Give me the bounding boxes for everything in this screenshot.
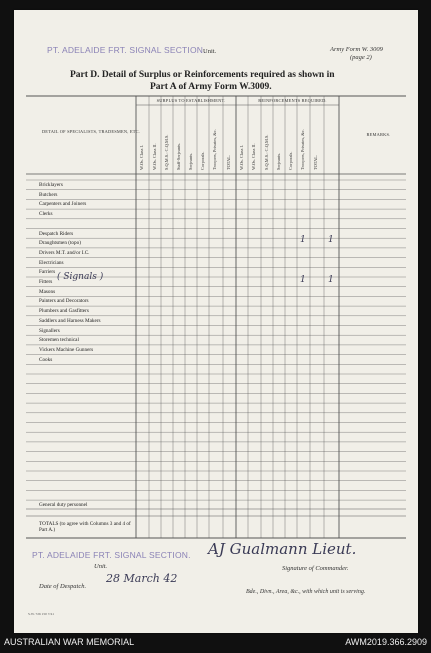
surplus-rank-label: S.Q.M.S.: C.Q.M.S.: [164, 134, 169, 170]
col-detail-header: DETAIL OF SPECIALISTS, TRADESMEN, ETC.: [41, 129, 141, 134]
despatch-date: 28 March 42: [106, 572, 178, 585]
draughtsmen-mark-1: 1: [300, 235, 306, 245]
fitters-mark-1: 1: [300, 275, 306, 285]
trade-row-label: Electricians: [39, 259, 64, 266]
trade-row-label: Despatch Riders: [39, 230, 74, 237]
trade-row-label: Painters and Decorators: [39, 298, 89, 305]
trade-row-label: Clerks: [39, 211, 53, 218]
trade-row-label: Draughtsmen (topo): [39, 240, 81, 247]
totals-label: TOTALS (to agree with Columns 3 and 4 of Part A.): [39, 521, 131, 533]
fitters-note: ( Signals ): [57, 272, 104, 282]
surplus-rank-label: Corporals.: [200, 151, 205, 170]
form-title-line1: Part D. Detail of Surplus or Reinforcements required as shown in: [70, 70, 335, 80]
surplus-rank-label: Staff-Serjeants.: [176, 142, 181, 170]
trade-row-label: Cooks: [39, 356, 53, 363]
page-ref: (page 2): [350, 54, 372, 61]
form-page: [14, 10, 418, 633]
trade-row-label: Masons: [39, 288, 56, 295]
reinforcement-rank-label: Serjeants.: [276, 152, 281, 170]
archive-credit: AUSTRALIAN WAR MEMORIAL: [4, 637, 135, 647]
trade-row-label: Fitters: [39, 279, 53, 285]
trade-row-label: Farriers: [39, 269, 56, 276]
general-duty-label: General duty personnel: [39, 502, 88, 508]
trade-row-label: Drivers M.T. and/or I.C.: [39, 249, 90, 256]
area-caption: Bde., Divn., Area, &c., with which unit is serving.: [246, 589, 366, 595]
surplus-rank-label: Serjeants.: [188, 152, 193, 170]
trade-row-label: Carpenters and Joiners: [39, 201, 87, 208]
unit-stamp: PT. ADELAIDE FRT. SIGNAL SECTION.: [47, 45, 206, 55]
surplus-rank-label: W.Os. Class II.: [152, 143, 157, 170]
trade-row-label: Vickers Machine Gunners: [39, 346, 94, 353]
draughtsmen-mark-2: 1: [328, 235, 334, 245]
form-ref: Army Form W. 3009: [330, 46, 383, 53]
archive-accession: AWM2019.366.2909: [345, 637, 427, 647]
form-title-line2: Part A of Army Form W.3009.: [150, 82, 272, 92]
reinforcement-rank-label: W.Os. Class II.: [251, 143, 256, 170]
despatch-label: Date of Despatch.: [39, 583, 87, 590]
trade-row-label: Signallers: [39, 327, 60, 334]
footer-unit-caption: Unit.: [94, 563, 108, 570]
surplus-header: SURPLUS TO ESTABLISHMENT.: [156, 98, 226, 103]
trade-row-label: Butchers: [39, 191, 58, 198]
trade-row-label: Bricklayers: [39, 182, 63, 188]
remarks-header: REMARKS.: [366, 132, 391, 137]
surplus-rank-label: Troopers, Privates, &c.: [212, 129, 217, 170]
print-code: S.W. 726 150 7/41: [28, 612, 55, 616]
reinforcement-rank-label: S.Q.M.S.: C.Q.M.S.: [264, 134, 269, 170]
trade-row-label: Storemen technical: [39, 337, 79, 344]
reinforcement-rank-label: TOTAL.: [313, 154, 318, 170]
surplus-rank-label: W.Os. Class I.: [139, 144, 144, 170]
fitters-mark-2: 1: [328, 275, 334, 285]
footer-unit-stamp: PT. ADELAIDE FRT. SIGNAL SECTION.: [32, 550, 191, 560]
trade-row-label: Plumbers and Gasfitters: [39, 308, 89, 315]
reinforcement-rank-label: Troopers, Privates, &c.: [300, 129, 305, 170]
reinforcements-header: REINFORCEMENTS REQUIRED.: [258, 98, 327, 103]
signature-caption: Signature of Commander.: [282, 565, 349, 572]
reinforcement-rank-label: W.Os. Class I.: [239, 144, 244, 170]
surplus-rank-label: TOTAL.: [226, 154, 231, 170]
unit-label: Unit.: [203, 48, 217, 55]
trade-row-label: Saddlers and Harness Makers: [39, 317, 101, 324]
commander-signature: AJ Gualmann Lieut.: [208, 540, 357, 558]
reinforcement-rank-label: Corporals.: [288, 151, 293, 170]
